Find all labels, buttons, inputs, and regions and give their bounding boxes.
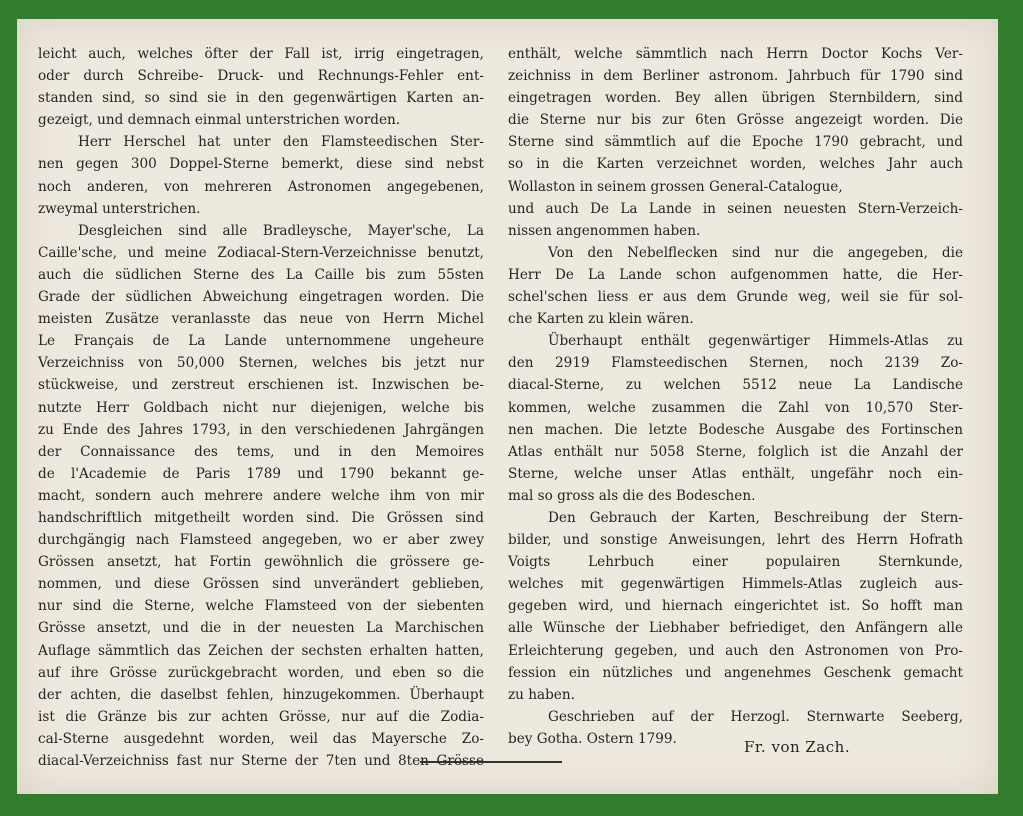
text-line: Geschrieben auf der Herzogl. Sternwarte Seeberg, <box>548 708 963 725</box>
text-line: nen machen. Die letzte Bodesche Ausgabe des Fortinschen <box>508 421 963 438</box>
text-line: nutzte Herr Goldbach nicht nur diejenigen, welche bis <box>38 399 484 416</box>
text-line: de l'Academie de Paris 1789 und 1790 bekannt ge- <box>38 465 484 482</box>
bottom-rule <box>420 761 562 763</box>
text-line: zweymal unterstrichen. <box>38 200 201 217</box>
text-line: kommen, welche zusammen die Zahl von 10,570 Ster- <box>508 399 963 416</box>
text-line: Desgleichen sind alle Bradleysche, Mayer'sche, La <box>78 222 484 239</box>
text-line: gegeben wird, und hiernach eingerichtet ist. So hofft man <box>508 598 963 615</box>
text-line: fession ein nützliches und angenehmes Geschenk gemacht <box>508 664 963 681</box>
text-line: Caille'sche, und meine Zodiacal-Stern-Verzeichnisse benutzt, <box>38 244 484 261</box>
text-line: Sterne, welche unser Atlas enthält, ungefähr noch ein- <box>508 465 963 482</box>
page-sheet <box>17 19 998 794</box>
text-line: nommen, und diese Grössen sind unverändert geblieben, <box>38 576 484 593</box>
text-line: zu Ende des Jahres 1793, in den verschiedenen Jahrgängen <box>38 421 484 438</box>
text-line: welches mit gegenwärtigen Himmels-Atlas zugleich aus- <box>508 576 963 593</box>
text-line: mal so gross als die des Bodeschen. <box>508 487 756 504</box>
text-line: bilder, und sonstige Anweisungen, lehrt des Herrn Hofrath <box>508 532 963 549</box>
text-line: ist die Gränze bis zur achten Grösse, nur auf die Zodia- <box>38 708 484 725</box>
text-line: Den Gebrauch der Karten, Beschreibung der Stern- <box>548 509 963 526</box>
text-line: handschriftlich mitgetheilt worden sind. Die Grössen sind <box>38 509 484 526</box>
text-line: auf ihre Grösse zurückgebracht worden, und eben so die <box>38 664 484 681</box>
text-line: alle Wünsche der Liebhaber befriediget, den Anfängern alle <box>508 620 963 637</box>
right-column <box>508 43 963 750</box>
text-line: gezeigt, und demnach einmal unterstrichen worden. <box>38 112 401 129</box>
text-line: stückweise, und zerstreut erschienen ist. Inzwischen be- <box>38 377 484 394</box>
text-line: Wollaston in seinem grossen General-Catalogue, <box>508 178 843 195</box>
text-line: Sterne sind sämmtlich auf die Epoche 1790 gebracht, und <box>508 134 963 151</box>
text-line: Atlas enthält nur 5058 Sterne, folglich ist die Anzahl der <box>508 443 963 460</box>
text-line: und auch De La Lande in seinen neuesten Stern-Verzeich- <box>508 200 963 217</box>
text-line: diacal-Sterne, zu welchen 5512 neue La Landische <box>508 377 963 394</box>
text-line: standen sind, so sind sie in den gegenwärtigen Karten an- <box>38 90 484 107</box>
text-line: durchgängig nach Flamsteed angegeben, wo er aber zwey <box>38 532 484 549</box>
text-line: Herr Herschel hat unter den Flamsteedischen Ster- <box>78 134 484 151</box>
text-line: nissen angenommen haben. <box>508 222 701 239</box>
text-line: meisten Zusätze veranlasste das neue von Herrn Michel <box>38 311 484 328</box>
text-line: macht, sondern auch mehrere andere welche ihm von mir <box>38 487 484 504</box>
text-line: Grade der südlichen Abweichung eingetragen worden. Die <box>38 289 484 306</box>
left-column <box>38 43 484 772</box>
text-line: Grössen ansetzt, hat Fortin gewöhnlich die grössere ge- <box>38 554 484 571</box>
text-line: enthält, welche sämmtlich nach Herrn Doctor Kochs Ver- <box>508 46 963 62</box>
text-line: Auflage sämmtlich das Zeichen der sechsten erhalten hatten, <box>38 642 484 659</box>
text-line: auch die südlichen Sterne des La Caille bis zum 55sten <box>38 266 484 283</box>
text-line: bey Gotha. Ostern 1799. <box>508 730 677 747</box>
text-line: leicht auch, welches öfter der Fall ist, irrig eingetragen, <box>38 46 484 62</box>
text-line: cal-Sterne ausgedehnt worden, weil das Mayersche Zo- <box>38 730 484 747</box>
text-line: nur sind die Sterne, welche Flamsteed von der siebenten <box>38 598 484 615</box>
text-line: Überhaupt enthält gegenwärtiger Himmels-Atlas zu <box>548 333 963 350</box>
text-line: Erleichterung gegeben, und auch den Astronomen von Pro- <box>508 642 963 659</box>
text-line: oder durch Schreibe- Druck- und Rechnungs-Fehler ent- <box>38 68 484 85</box>
text-line: eingetragen worden. Bey allen übrigen Sternbildern, sind <box>508 90 963 107</box>
text-line: che Karten zu klein wären. <box>508 311 694 328</box>
text-line: Grösse ansetzt, und die in der neuesten La Marchischen <box>38 620 484 637</box>
text-line: der achten, die daselbst fehlen, hinzugekommen. Überhaupt <box>38 686 484 703</box>
text-line: nen gegen 300 Doppel-Sterne bemerkt, diese sind nebst <box>38 156 484 173</box>
text-line: Voigts Lehrbuch einer populairen Sternkunde, <box>508 554 963 571</box>
text-line: der Connaissance des tems, und in den Memoires <box>38 443 484 460</box>
text-line: zu haben. <box>508 686 575 703</box>
text-line: zeichniss in dem Berliner astronom. Jahrbuch für 1790 sind <box>508 68 963 85</box>
text-line: schel'schen liess er aus dem Grunde weg, weil sie für sol- <box>508 289 963 306</box>
text-line: den 2919 Flamsteedischen Sternen, noch 2139 Zo- <box>508 355 963 372</box>
text-line: noch anderen, von mehreren Astronomen angegebenen, <box>38 178 484 195</box>
text-line: Le Français de La Lande unternommene ungeheure <box>38 333 484 350</box>
text-line: so in die Karten verzeichnet worden, welches Jahr auch <box>508 156 963 173</box>
text-line: Von den Nebelflecken sind nur die angegeben, die <box>548 244 963 261</box>
text-line: Verzeichniss von 50,000 Sternen, welches bis jetzt nur <box>38 355 484 372</box>
text-line: diacal-Verzeichniss fast nur Sterne der 7ten und 8ten Grösse <box>38 753 484 769</box>
text-line: die Sterne nur bis zur 6ten Grösse angezeigt worden. Die <box>508 112 963 129</box>
text-line: Herr De La Lande schon aufgenommen hatte, die Her- <box>508 266 963 283</box>
signature: Fr. von Zach. <box>744 738 851 756</box>
